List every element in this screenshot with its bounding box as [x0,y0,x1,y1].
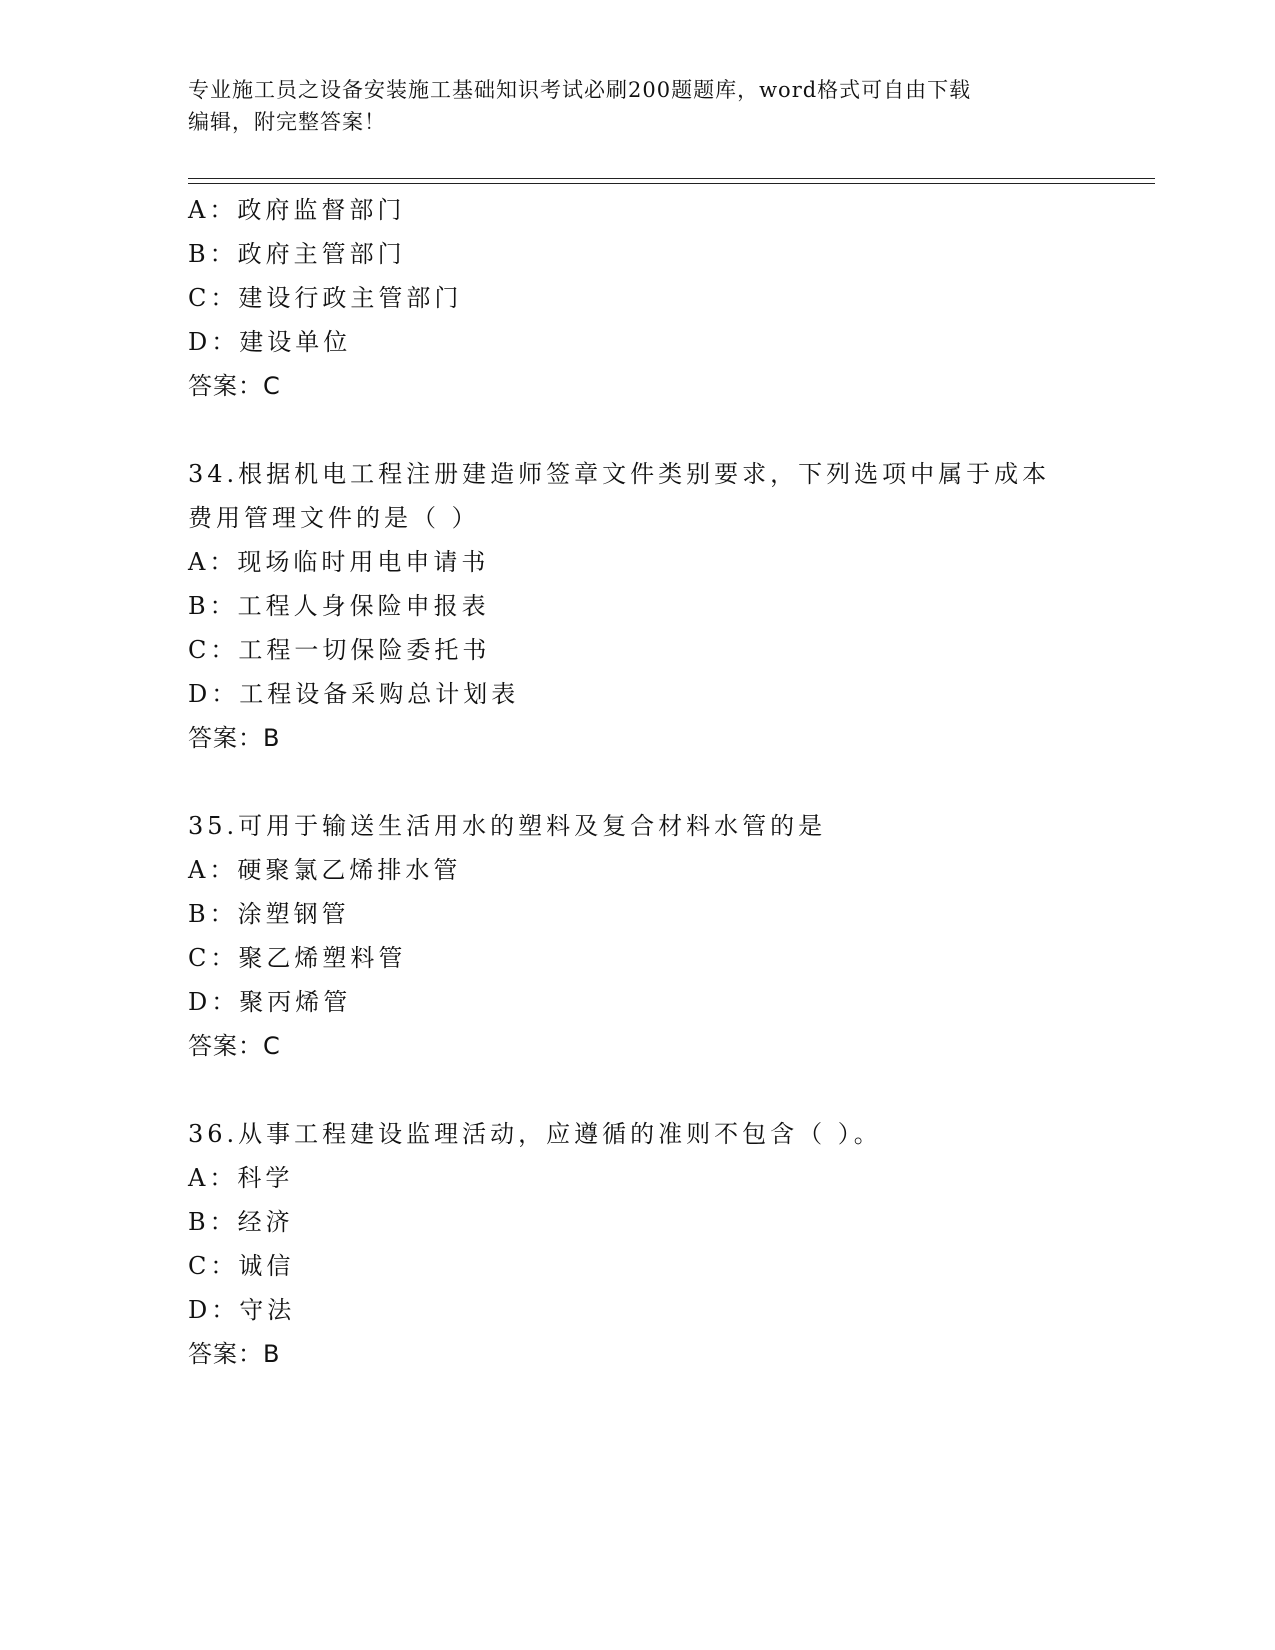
q36-option-a: A：科学 [188,1164,294,1192]
q34-stem-line-2: 费用管理文件的是（ ） [188,504,480,532]
q33-answer: 答案：C [188,372,281,400]
q36-option-d: D：守法 [188,1296,296,1324]
q33-option-c: C：建设行政主管部门 [188,284,463,312]
q36-option-c: C：诚信 [188,1252,295,1280]
q35-option-c: C：聚乙烯塑料管 [188,944,407,972]
header-line-2: 编辑，附完整答案！ [188,110,386,134]
q36-stem-line-1: 36.从事工程建设监理活动，应遵循的准则不包含（ ）。 [188,1120,882,1148]
q35-option-a: A：硬聚氯乙烯排水管 [188,856,462,884]
header-divider-bottom [188,183,1155,184]
q34-answer: 答案：B [188,724,281,752]
q34-option-a: A：现场临时用电申请书 [188,548,490,576]
q35-stem-line-1: 35.可用于输送生活用水的塑料及复合材料水管的是 [188,812,827,840]
q34-option-d: D：工程设备采购总计划表 [188,680,520,708]
q34-option-b: B：工程人身保险申报表 [188,592,490,620]
q34-stem-line-1: 34.根据机电工程注册建造师签章文件类别要求，下列选项中属于成本 [188,460,1051,488]
q36-option-b: B：经济 [188,1208,294,1236]
document-header [188,74,1088,138]
q35-answer: 答案：C [188,1032,281,1060]
q35-option-d: D：聚丙烯管 [188,988,352,1016]
q35-option-b: B：涂塑钢管 [188,900,350,928]
q36-answer: 答案：B [188,1340,281,1368]
q33-option-d: D：建设单位 [188,328,352,356]
q33-option-a: A：政府监督部门 [188,196,406,224]
header-divider-top [188,178,1155,179]
header-line-1: 专业施工员之设备安装施工基础知识考试必刷200题题库，word格式可自由下载 [188,78,972,102]
q33-option-b: B：政府主管部门 [188,240,406,268]
q34-option-c: C：工程一切保险委托书 [188,636,491,664]
